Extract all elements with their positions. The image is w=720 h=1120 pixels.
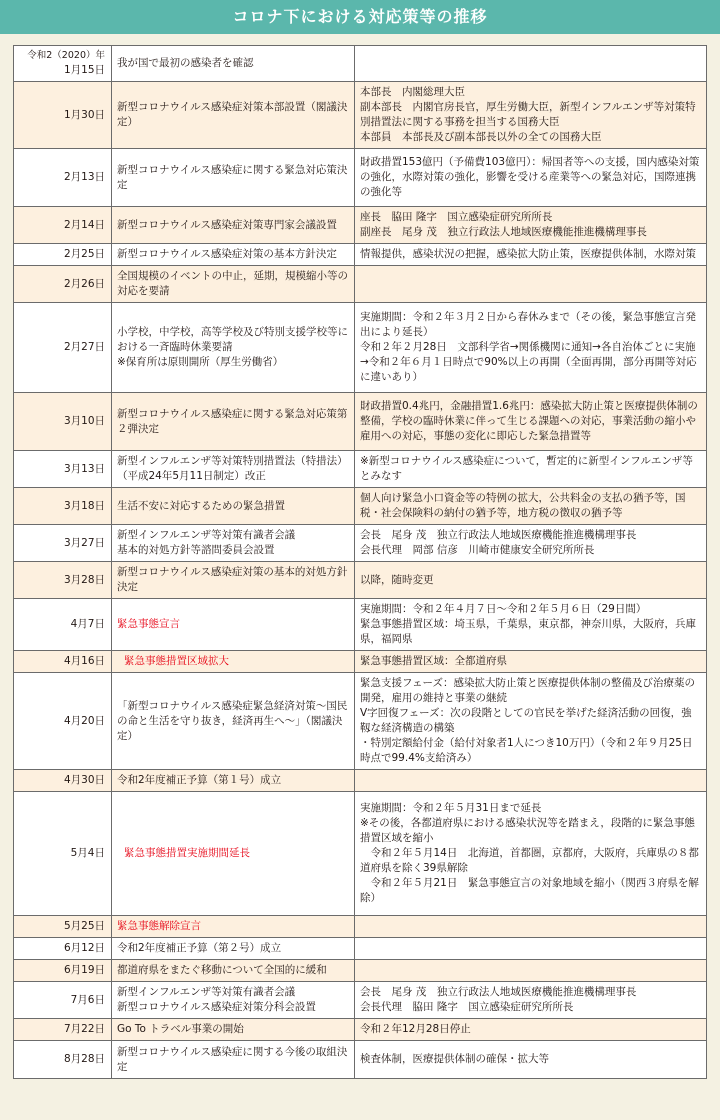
date-label: 4月30日: [63, 774, 105, 786]
date-cell: [14, 982, 112, 1019]
table-row: [14, 599, 707, 651]
detail-cell: 財政措置0.4兆円，金融措置1.6兆円：感染拡大防止策と医療提供体制の整備，学校の臨時休業に伴って生じる課題への対応，事業活動の縮小や雇用への対応，事態の変化に即応した緊急措置等: [355, 393, 707, 451]
date-cell: [14, 1019, 112, 1041]
date-label: 2月14日: [63, 218, 105, 231]
date-cell: [14, 149, 112, 207]
event-cell: 全国規模のイベントの中止，延期，規模縮小等の対応を要請: [112, 266, 355, 303]
detail-cell: 緊急支援フェーズ：感染拡大防止策と医療提供体制の整備及び治療薬の開発，雇用の維持と事業の継続 V字回復フェーズ：次の段階としての官民を挙げた経済活動の回復，強靱な経済構造の構築 ・特別定額給付金（給付対象者1人につき10万円）（令和２年９月25日時点で99.4%支給済み）: [355, 673, 707, 770]
date-label: 3月13日: [63, 462, 105, 475]
detail-cell: 会長 尾身 茂 独立行政法人地域医療機能推進機構理事長 会長代理 岡部 信彦 川崎市健康安全研究所所長: [355, 525, 707, 562]
event-cell: 新型インフルエンザ等対策有識者会議 新型コロナウイルス感染症対策分科会設置: [112, 982, 355, 1019]
timeline-table-body: [14, 46, 707, 1079]
detail-cell: 実施期間：令和２年３月２日から春休みまで（その後，緊急事態宣言発出により延長） 令和２年２月28日 文部科学省→関係機関に通知→各自治体ごとに実施→令和２年６月１日時点で90%以上の再開（全面再開，部分再開等対応に違いあり）: [355, 303, 707, 393]
detail-cell: 実施期間：令和２年４月７日～令和２年５月６日（29日間） 緊急事態措置区域：埼玉県，千葉県，東京都，神奈川県，大阪府，兵庫県，福岡県: [355, 599, 707, 651]
detail-cell: [355, 46, 707, 82]
date-label: 1月30日: [63, 108, 105, 121]
table-row: [14, 792, 707, 916]
table-row: [14, 651, 707, 673]
event-cell: 新型コロナウイルス感染症対策専門家会議設置: [112, 207, 355, 244]
detail-cell: [355, 266, 707, 303]
table-row: [14, 1019, 707, 1041]
table-row: [14, 982, 707, 1019]
date-cell: [14, 488, 112, 525]
table-row: [14, 244, 707, 266]
event-cell: 緊急事態措置区域拡大: [112, 651, 355, 673]
timeline-table: [13, 45, 707, 1079]
date-label: 1月15日: [63, 64, 105, 76]
table-row: [14, 770, 707, 792]
event-cell: 令和2年度補正予算（第２号）成立: [112, 938, 355, 960]
detail-cell: 座長 脇田 隆字 国立感染症研究所所長 副座長 尾身 茂 独立行政法人地域医療機能推進機構理事長: [355, 207, 707, 244]
detail-cell: ※新型コロナウイルス感染症について，暫定的に新型インフルエンザ等とみなす: [355, 451, 707, 488]
date-label: 7月22日: [63, 1023, 105, 1035]
date-label: 8月28日: [63, 1053, 105, 1065]
table-row: [14, 1041, 707, 1079]
event-cell: 新型コロナウイルス感染症対策の基本方針決定: [112, 244, 355, 266]
event-cell: 新型インフルエンザ等対策有識者会議 基本的対処方針等諮問委員会設置: [112, 525, 355, 562]
table-row: [14, 562, 707, 599]
event-cell: 「新型コロナウイルス感染症緊急経済対策～国民の命と生活を守り抜き，経済再生へ～」（閣議決定）: [112, 673, 355, 770]
date-label: 2月27日: [63, 341, 105, 353]
event-cell: 令和2年度補正予算（第１号）成立: [112, 770, 355, 792]
date-label: 4月20日: [63, 714, 105, 727]
detail-cell: 情報提供，感染状況の把握，感染拡大防止策，医療提供体制，水際対策: [355, 244, 707, 266]
table-row: [14, 916, 707, 938]
date-label: 2月25日: [63, 248, 105, 260]
table-row: [14, 525, 707, 562]
date-label: 4月16日: [63, 655, 105, 667]
event-cell: 新型コロナウイルス感染症対策の基本的対処方針決定: [112, 562, 355, 599]
table-row: [14, 149, 707, 207]
date-cell: [14, 599, 112, 651]
date-label: 6月12日: [63, 942, 105, 954]
date-cell: [14, 1041, 112, 1079]
date-label: 3月18日: [63, 499, 105, 512]
date-cell: [14, 393, 112, 451]
event-cell: 都道府県をまたぐ移動について全国的に緩和: [112, 960, 355, 982]
date-cell: [14, 46, 112, 82]
date-label: 2月26日: [63, 277, 105, 290]
date-cell: [14, 673, 112, 770]
detail-cell: [355, 916, 707, 938]
detail-cell: 検査体制，医療提供体制の確保・拡大等: [355, 1041, 707, 1079]
date-label: 5月4日: [70, 847, 105, 859]
event-cell: 新型インフルエンザ等対策特別措置法（特措法）（平成24年5月11日制定）改正: [112, 451, 355, 488]
date-label: 4月7日: [70, 618, 105, 630]
table-row: [14, 960, 707, 982]
event-cell: 生活不安に対応するための緊急措置: [112, 488, 355, 525]
date-cell: [14, 651, 112, 673]
date-cell: [14, 244, 112, 266]
date-label: 3月27日: [63, 536, 105, 549]
date-cell: [14, 562, 112, 599]
date-label: 3月10日: [63, 415, 105, 427]
table-row: [14, 938, 707, 960]
event-cell: 我が国で最初の感染者を確認: [112, 46, 355, 82]
detail-cell: [355, 770, 707, 792]
date-year-label: 令和2（2020）年: [27, 50, 105, 61]
timeline-table-container: [13, 45, 707, 1079]
date-label: 5月25日: [63, 920, 105, 932]
detail-cell: [355, 938, 707, 960]
event-cell: 新型コロナウイルス感染症に関する今後の取組決定: [112, 1041, 355, 1079]
detail-cell: 財政措置153億円（予備費103億円）：帰国者等への支援，国内感染対策の強化，水際対策の強化，影響を受ける産業等への緊急対応，国際連携の強化等: [355, 149, 707, 207]
table-row: [14, 266, 707, 303]
date-cell: [14, 960, 112, 982]
date-label: 6月19日: [63, 964, 105, 976]
date-cell: [14, 82, 112, 149]
table-row: [14, 393, 707, 451]
date-cell: [14, 303, 112, 393]
date-cell: [14, 525, 112, 562]
table-row: [14, 673, 707, 770]
page-title: コロナ下における対応策等の推移: [0, 0, 720, 34]
detail-cell: 個人向け緊急小口資金等の特例の拡大，公共料金の支払の猶予等，国税・社会保険料の納付の猶予等，地方税の徴収の猶予等: [355, 488, 707, 525]
detail-cell: 令和２年12月28日停止: [355, 1019, 707, 1041]
detail-cell: 緊急事態措置区域：全都道府県: [355, 651, 707, 673]
event-cell: 小学校，中学校，高等学校及び特別支援学校等における一斉臨時休業要請 ※保育所は原則開所（厚生労働省）: [112, 303, 355, 393]
table-row: [14, 451, 707, 488]
table-row: [14, 82, 707, 149]
date-cell: [14, 938, 112, 960]
table-row: [14, 488, 707, 525]
date-cell: [14, 770, 112, 792]
date-cell: [14, 207, 112, 244]
event-cell: Go To トラベル事業の開始: [112, 1019, 355, 1041]
detail-cell: 会長 尾身 茂 独立行政法人地域医療機能推進機構理事長 会長代理 脇田 隆字 国立感染症研究所所長: [355, 982, 707, 1019]
event-cell: 緊急事態解除宣言: [112, 916, 355, 938]
date-cell: [14, 792, 112, 916]
event-cell: 緊急事態措置実施期間延長: [112, 792, 355, 916]
event-cell: 緊急事態宣言: [112, 599, 355, 651]
date-cell: [14, 451, 112, 488]
event-cell: 新型コロナウイルス感染症に関する緊急対応策第２弾決定: [112, 393, 355, 451]
detail-cell: 実施期間：令和２年５月31日まで延長 ※その後，各都道府県における感染状況等を踏まえ，段階的に緊急事態措置区域を縮小 令和２年５月14日 北海道，首都圏，京都府，大阪府，兵庫県の８都道府県を除く39県解除 令和２年５月21日 緊急事態宣言の対象地域を縮小（関西３府県を解除）: [355, 792, 707, 916]
date-label: 3月28日: [63, 573, 105, 586]
detail-cell: 本部長 内閣総理大臣 副本部長 内閣官房長官，厚生労働大臣，新型インフルエンザ等対策特別措置法に関する事務を担当する国務大臣 本部員 本部長及び副本部長以外の全ての国務大臣: [355, 82, 707, 149]
date-cell: [14, 266, 112, 303]
detail-cell: 以降，随時変更: [355, 562, 707, 599]
date-label: 7月6日: [70, 993, 105, 1006]
table-row: [14, 46, 707, 82]
event-cell: 新型コロナウイルス感染症に関する緊急対応策決定: [112, 149, 355, 207]
date-cell: [14, 916, 112, 938]
date-label: 2月13日: [63, 171, 105, 183]
detail-cell: [355, 960, 707, 982]
table-row: [14, 303, 707, 393]
table-row: [14, 207, 707, 244]
event-cell: 新型コロナウイルス感染症対策本部設置（閣議決定）: [112, 82, 355, 149]
